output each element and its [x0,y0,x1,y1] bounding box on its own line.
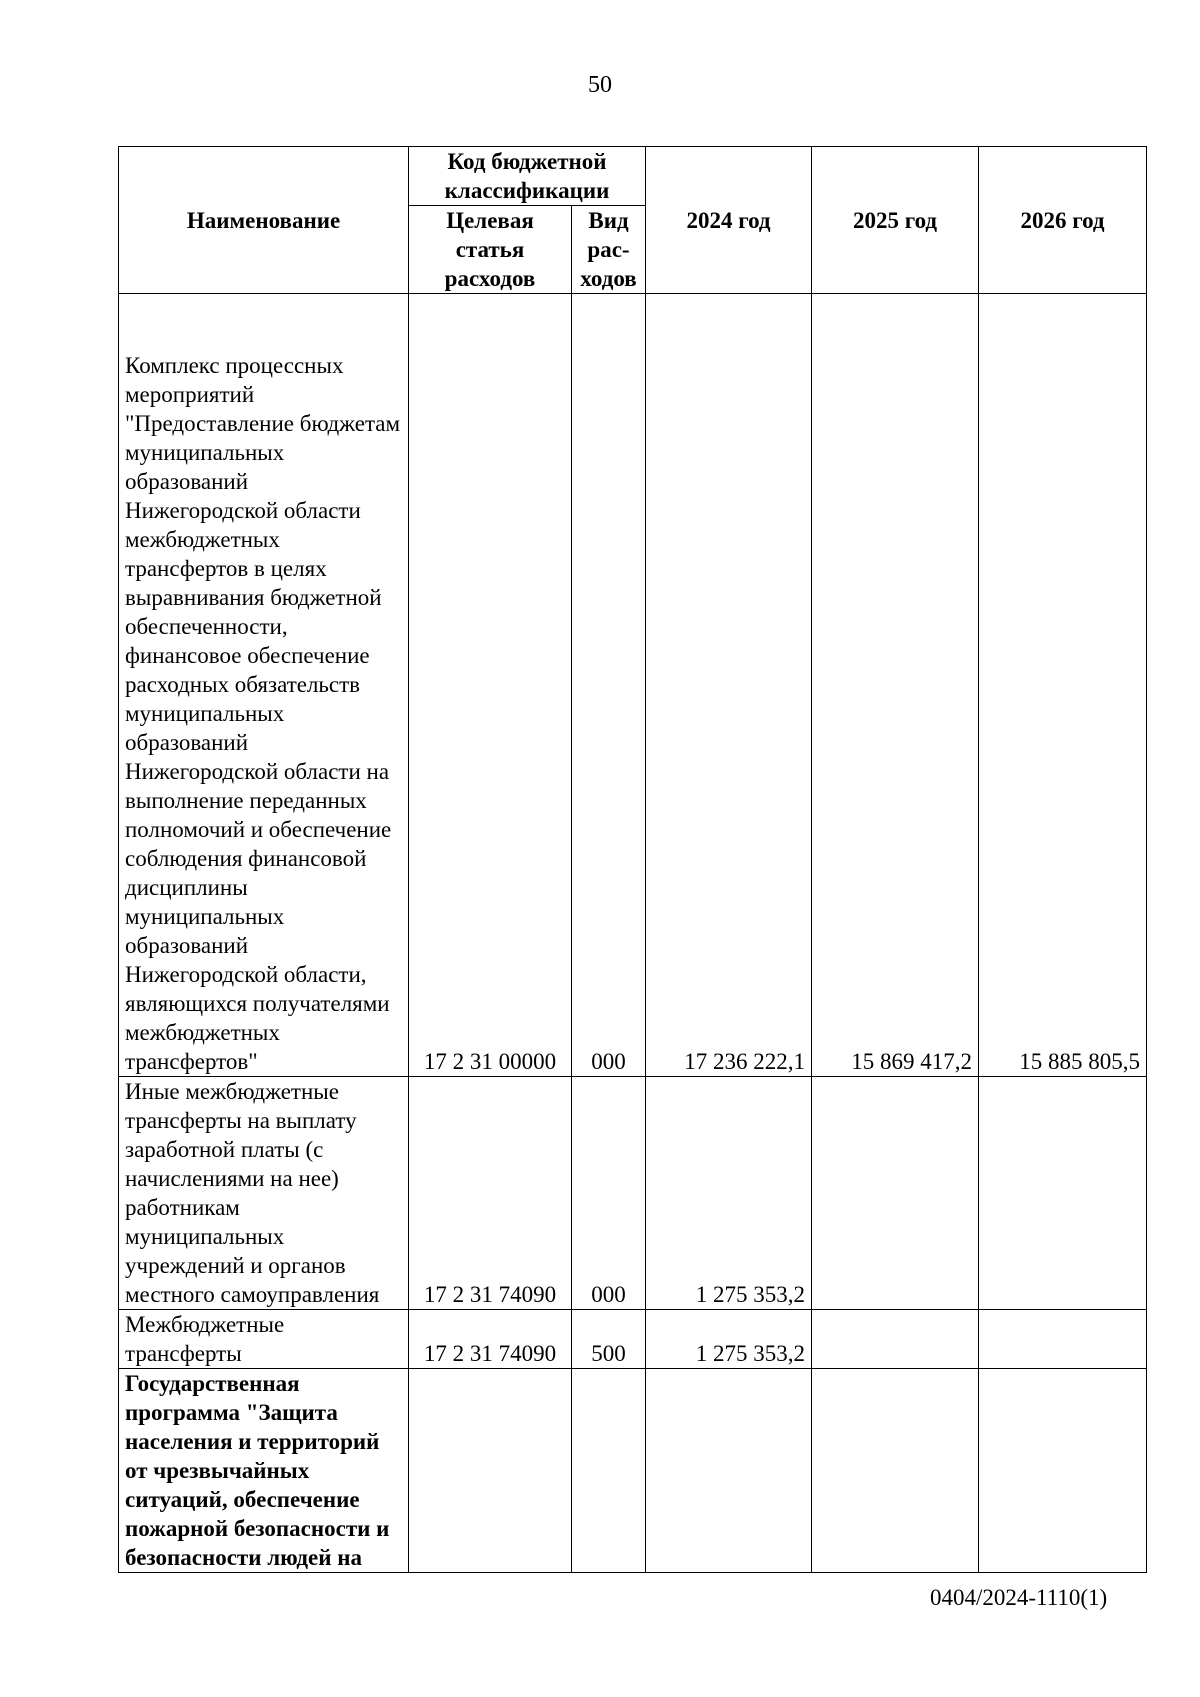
row-code: 17 2 31 74090 [409,1077,572,1310]
row-name: Комплекс процессных мероприятий "Предоставление бюджетам муниципальных образований Нижегородской области межбюджетных трансфертов в целях выравнивания бюджетной обеспеченности, финансовое обеспечение расходных обязательств муниципальных образований Нижегородской области на выполнение переданных полномочий и обеспечение соблюдения финансовой дисциплины муниципальных образований Нижегородской области, являющихся получателями межбюджетных трансфертов" [119,294,409,1077]
row-2024: 17 236 222,1 [646,294,812,1077]
header-row-1 [119,147,1147,206]
row-2025: 15 869 417,2 [812,294,979,1077]
header-expense-type: Вид рас- ходов [572,206,646,294]
row-2025 [812,1077,979,1310]
budget-table [118,146,1147,1573]
page-number: 50 [588,72,612,98]
header-2026: 2026 год [979,147,1147,294]
row-kind: 500 [572,1310,646,1369]
header-name: Наименование [119,147,409,294]
row-2026 [979,1369,1147,1573]
row-2024 [646,1369,812,1573]
table-row [119,1077,1147,1310]
row-code: 17 2 31 74090 [409,1310,572,1369]
header-2025: 2025 год [812,147,979,294]
table-row [119,1369,1147,1573]
row-2024: 1 275 353,2 [646,1077,812,1310]
header-2024: 2024 год [646,147,812,294]
row-kind: 000 [572,294,646,1077]
row-kind [572,1369,646,1573]
row-name: Государственная программа "Защита населения и территорий от чрезвычайных ситуаций, обеспечение пожарной безопасности и безопасности людей на [119,1369,409,1573]
row-2026: 15 885 805,5 [979,294,1147,1077]
row-2025 [812,1310,979,1369]
table-row [119,294,1147,1077]
header-target-article: Целевая статья расходов [409,206,572,294]
header-code-group: Код бюджетной классификации [409,147,646,206]
row-2025 [812,1369,979,1573]
row-name: Межбюджетные трансферты [119,1310,409,1369]
row-code [409,1369,572,1573]
table-row [119,1310,1147,1369]
row-name: Иные межбюджетные трансферты на выплату заработной платы (с начислениями на нее) работникам муниципальных учреждений и органов местного самоуправления [119,1077,409,1310]
row-2026 [979,1077,1147,1310]
row-2024: 1 275 353,2 [646,1310,812,1369]
row-kind: 000 [572,1077,646,1310]
row-2026 [979,1310,1147,1369]
row-code: 17 2 31 00000 [409,294,572,1077]
document-code: 0404/2024-1110(1) [930,1585,1108,1610]
